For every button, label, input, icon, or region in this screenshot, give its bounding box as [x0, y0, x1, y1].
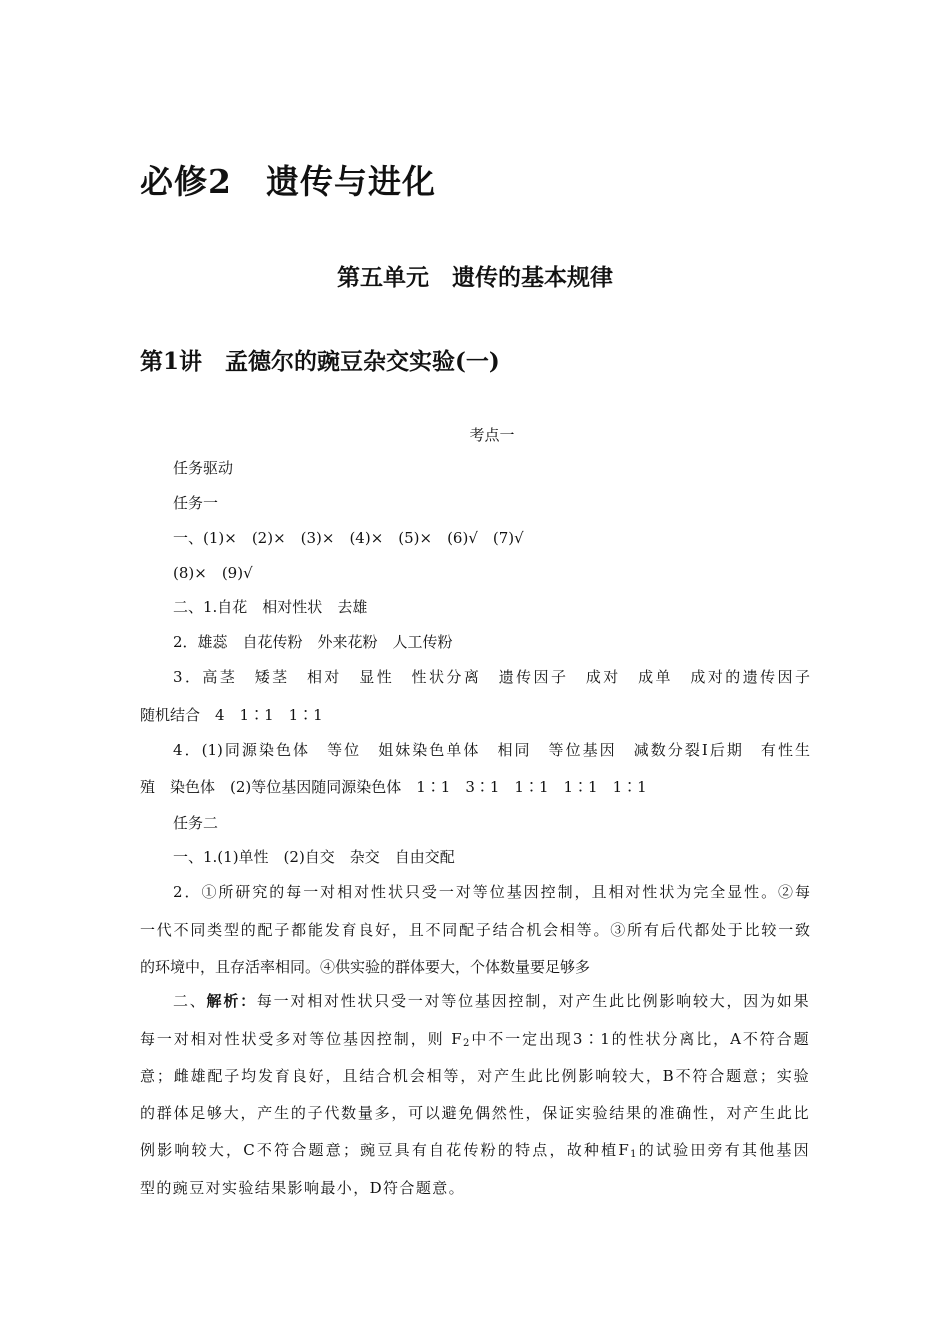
subscript-1: 1: [630, 1149, 638, 1160]
analysis-text-2a: 每一对相对性状受多对等位基因控制，则 F: [140, 1030, 464, 1048]
analysis-line-3: 意；雌雄配子均发育良好，且结合机会相等，对产生此比例影响较大，B不符合题意；实验: [140, 1067, 810, 1085]
task2-line-4: 的环境中，且存活率相同。④供实验的群体要大，个体数量要足够多: [140, 958, 591, 976]
analysis-line-2: [140, 1029, 810, 1049]
analysis-line-4: 的群体足够大，产生的子代数量多，可以避免偶然性，保证实验结果的准确性，对产生此比: [140, 1104, 810, 1122]
analysis-line-6: 型的豌豆对实验结果影响最小，D符合题意。: [140, 1179, 466, 1197]
task1-label: 任务一: [173, 494, 219, 512]
analysis-text-5a: 例影响较大，C不符合题意；豌豆具有自花传粉的特点，故种植F: [140, 1141, 631, 1159]
analysis-line-5: [140, 1140, 810, 1160]
task1-line-6: 随机结合 4 1∶1 1∶1: [140, 706, 323, 724]
task2-label: 任务二: [173, 814, 219, 832]
analysis-line-1: [173, 991, 810, 1011]
task1-line-5: 3．高茎 矮茎 相对 显性 性状分离 遗传因子 成对 成单 成对的遗传因子: [173, 668, 810, 686]
task1-line-3: 二、1.自花 相对性状 去雄: [173, 598, 368, 616]
analysis-text-1: 每一对相对性状只受一对等位基因控制，对产生此比例影响较大，因为如果: [256, 992, 810, 1010]
task1-line-7: 4．(1)同源染色体 等位 姐妹染色单体 相同 等位基因 减数分裂Ⅰ后期 有性生: [173, 741, 810, 759]
task-drive-label: 任务驱动: [173, 459, 234, 477]
book-title: 必修2 遗传与进化: [140, 162, 436, 201]
analysis-text-5b: 的试验田旁有其他基因: [637, 1141, 810, 1159]
analysis-label: 解析：: [206, 992, 257, 1010]
task2-line-1: 一、1.(1)单性 (2)自交 杂交 自由交配: [173, 848, 455, 866]
task1-line-1: 一、(1)× (2)× (3)× (4)× (5)× (6)√ (7)√: [173, 529, 524, 547]
lecture-title: 第1讲 孟德尔的豌豆杂交实验(一): [140, 348, 500, 375]
analysis-text-2b: 中不一定出现3∶1的性状分离比，A不符合题: [470, 1030, 810, 1048]
section-heading: 考点一: [469, 426, 515, 444]
unit-title: 第五单元 遗传的基本规律: [337, 264, 613, 291]
task1-line-2: (8)× (9)√: [173, 564, 253, 582]
task1-line-8: 殖 染色体 (2)等位基因随同源染色体 1∶1 3∶1 1∶1 1∶1 1∶1: [140, 778, 647, 796]
task2-line-3: 一代不同类型的配子都能发育良好，且不同配子结合机会相等。③所有后代都处于比较一致: [140, 921, 810, 939]
subscript-2: 2: [463, 1038, 471, 1049]
analysis-prefix: 二、: [173, 992, 207, 1010]
task2-line-2: 2．①所研究的每一对相对性状只受一对等位基因控制，且相对性状为完全显性。②每: [173, 883, 810, 901]
task1-line-4: 2．雄蕊 自花传粉 外来花粉 人工传粉: [173, 633, 453, 651]
